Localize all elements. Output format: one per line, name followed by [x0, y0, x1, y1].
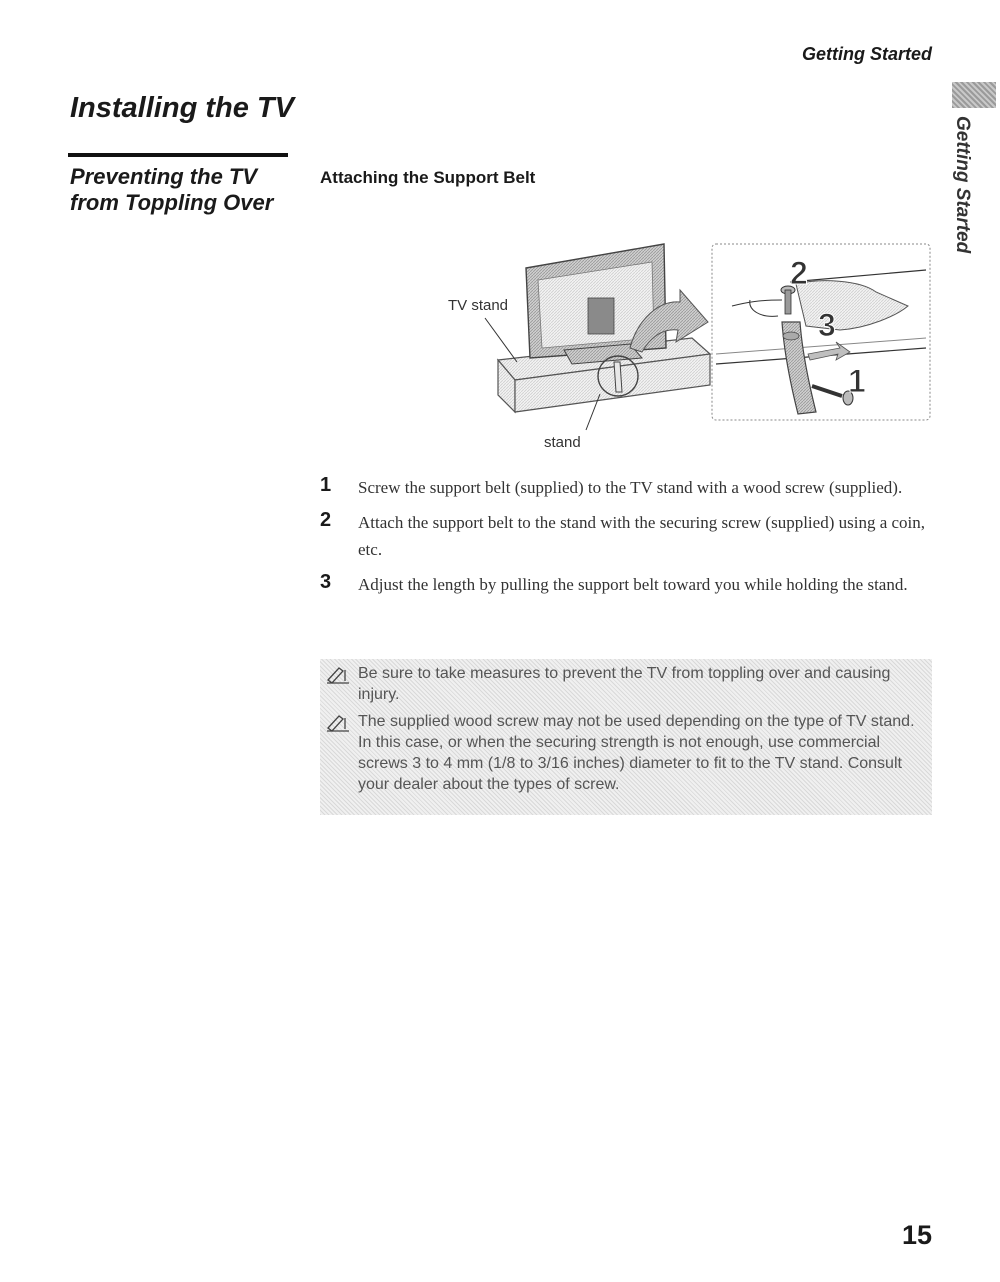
- running-header: Getting Started: [801, 44, 932, 64]
- section-divider: [68, 153, 288, 157]
- step-text: Attach the support belt to the stand with the securing screw (supplied) using a coin, etc.: [358, 513, 926, 559]
- side-tab-marker: [952, 82, 996, 108]
- step-item: [320, 509, 930, 563]
- section-title: Installing the TV: [70, 92, 294, 124]
- notes-box: [320, 659, 932, 815]
- procedure-heading: Attaching the Support Belt: [320, 168, 536, 187]
- procedure-steps: [320, 474, 930, 606]
- support-belt-illustration: [320, 230, 940, 460]
- leader-tv-stand: [485, 318, 517, 362]
- step-text: Screw the support belt (supplied) to the TV stand with a wood screw (supplied).: [358, 478, 903, 497]
- step-number: 1: [320, 474, 332, 496]
- note-item: [320, 711, 926, 795]
- step-item: [320, 474, 930, 501]
- step-number: 2: [320, 509, 332, 531]
- subsection-title: Preventing the TV from Toppling Over: [70, 164, 274, 215]
- marker-3: 3: [818, 307, 836, 343]
- note-text: The supplied wood screw may not be used depending on the type of TV stand. In this case, or when the securing strength is not enough, use commercial screws 3 to 4 mm (1/8 to 3/16 inches) diameter to fit to the TV stand. Consult your dealer about the types of screw.: [358, 713, 915, 793]
- illustration-drawing: [320, 230, 940, 460]
- step-text: Adjust the length by pulling the support belt toward you while holding the stand.: [358, 575, 908, 594]
- marker-2: 2: [790, 255, 808, 291]
- step-number: 3: [320, 571, 332, 593]
- note-pencil-icon: [325, 712, 351, 732]
- marker-1: 1: [848, 363, 866, 399]
- side-tab-label: Getting Started: [952, 116, 973, 254]
- note-text: Be sure to take measures to prevent the TV from toppling over and causing injury.: [358, 665, 891, 703]
- note-item: [320, 663, 926, 705]
- callout-tv-stand: TV stand: [448, 297, 509, 314]
- step-item: [320, 571, 930, 598]
- callout-stand: stand: [544, 434, 581, 451]
- note-pencil-icon: [325, 664, 351, 684]
- page-number: 15: [901, 1220, 932, 1250]
